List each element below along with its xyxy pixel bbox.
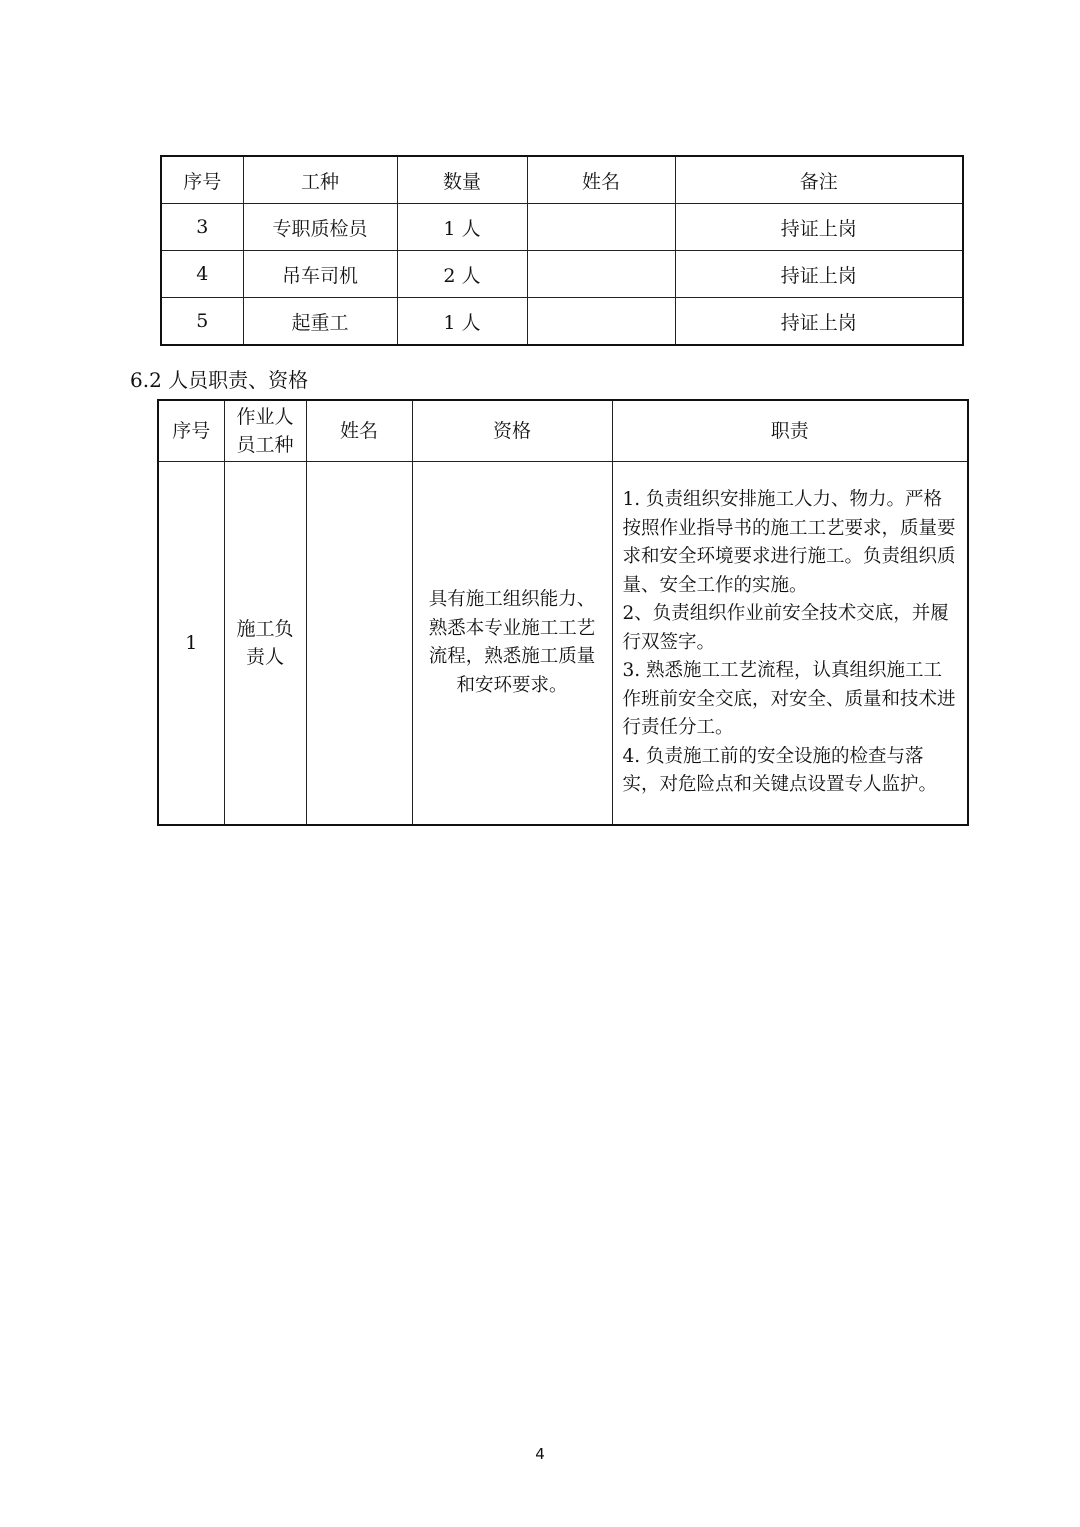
- cell-name: [527, 204, 675, 251]
- table-row: [161, 204, 963, 251]
- cell-trade: 起重工: [243, 298, 397, 346]
- table-row: [158, 462, 968, 826]
- duty-line: 行双签字。: [622, 631, 716, 653]
- table-header-row: [158, 400, 968, 462]
- duty-line: 3. 熟悉施工工艺流程，认真组织施工工: [622, 660, 943, 682]
- cell-name: [527, 251, 675, 298]
- duty-line: 求和安全环境要求进行施工。负责组织质: [622, 546, 956, 568]
- header-role-line: 员工种: [236, 434, 294, 456]
- cell-duties: [612, 462, 968, 826]
- qualification-line: 熟悉本专业施工工艺: [428, 617, 596, 639]
- table-row: [161, 251, 963, 298]
- header-role-line: 作业人: [236, 406, 294, 428]
- cell-remarks: 持证上岗: [675, 298, 963, 346]
- cell-role-line: 施工负: [236, 618, 294, 640]
- cell-role-line: 责人: [245, 646, 284, 668]
- header-name: 姓名: [306, 400, 412, 462]
- cell-quantity: 1 人: [397, 298, 527, 346]
- qualification-line: 具有施工组织能力、: [428, 589, 596, 610]
- duty-line: 量、安全工作的实施。: [622, 574, 808, 596]
- cell-role: [224, 462, 306, 826]
- cell-seq: 5: [161, 298, 243, 346]
- duties-qualification-table: [157, 399, 969, 826]
- header-role: [224, 400, 306, 462]
- table-row: [161, 298, 963, 346]
- page-number: 4: [535, 1445, 545, 1463]
- duty-line: 按照作业指导书的施工工艺要求，质量要: [622, 517, 956, 539]
- section-title: 6.2 人员职责、资格: [130, 368, 309, 392]
- cell-seq: 3: [161, 204, 243, 251]
- header-quantity: 数量: [397, 156, 527, 204]
- duty-line: 1. 负责组织安排施工人力、物力。严格: [622, 489, 943, 511]
- header-seq: 序号: [158, 400, 224, 462]
- personnel-table: [160, 155, 964, 346]
- header-remarks: 备注: [675, 156, 963, 204]
- header-duties: 职责: [612, 400, 968, 462]
- cell-quantity: 1 人: [397, 204, 527, 251]
- qualification-line: 流程，熟悉施工质量: [428, 646, 596, 667]
- header-name: 姓名: [527, 156, 675, 204]
- cell-name: [527, 298, 675, 346]
- cell-seq: 1: [158, 462, 224, 826]
- duty-line: 实，对危险点和关键点设置专人监护。: [622, 774, 938, 796]
- qualification-line: 和安环要求。: [456, 674, 568, 696]
- cell-remarks: 持证上岗: [675, 251, 963, 298]
- header-trade: 工种: [243, 156, 397, 204]
- cell-trade: 吊车司机: [243, 251, 397, 298]
- cell-trade: 专职质检员: [243, 204, 397, 251]
- cell-quantity: 2 人: [397, 251, 527, 298]
- header-qualification: 资格: [412, 400, 612, 462]
- duty-line: 4. 负责施工前的安全设施的检查与落: [622, 745, 924, 767]
- cell-qualification: [412, 462, 612, 826]
- cell-remarks: 持证上岗: [675, 204, 963, 251]
- table-header-row: [161, 156, 963, 204]
- duty-line: 2、负责组织作业前安全技术交底，并履: [622, 603, 949, 625]
- header-seq: 序号: [161, 156, 243, 204]
- duty-line: 行责任分工。: [622, 717, 734, 739]
- cell-name: [306, 462, 412, 826]
- duty-line: 作班前安全交底，对安全、质量和技术进: [622, 688, 956, 710]
- cell-seq: 4: [161, 251, 243, 298]
